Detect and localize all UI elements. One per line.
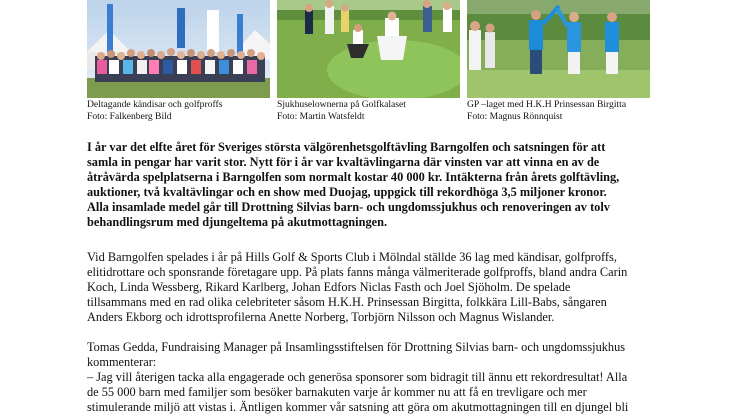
text-line: I år var det elfte året för Sveriges största välgörenhetsgolftävling Barngolfen och satsningen för att xyxy=(87,140,606,154)
photo-hospital-clowns xyxy=(277,0,460,98)
caption-title: GP –laget med H.K.H Prinsessan Birgitta xyxy=(467,99,627,110)
lead-paragraph xyxy=(87,140,667,231)
photo-caption xyxy=(467,99,626,123)
text-line: tillsammans med en rad olika celebriteter såsom H.K.H. Prinsessan Birgitta, folkkära Lill-Babs, sångaren xyxy=(87,295,607,310)
caption-credit: Foto: Magnus Rönnquist xyxy=(467,111,563,122)
photo-caption xyxy=(277,99,406,123)
text-line: samla in pengar har varit stor. Nytt för i år var kvaltävlingarna där vinsten var att vinna en av de xyxy=(87,155,600,170)
text-line: Tomas Gedda, Fundraising Manager på Insamlingsstiftelsen för Drottning Silvias barn- och ungdomssjukhus xyxy=(87,340,626,354)
text-line: behandlingsrum med djungeltema på akutmottagningen. xyxy=(87,215,388,230)
text-line: Koch, Linda Wessberg, Rikard Karlberg, Johan Edfors Niclas Fasth och Joel Sjöholm. De spelade xyxy=(87,280,571,295)
text-line: Alla insamlade medel går till Drottning Silvias barn- och ungdomssjukhus och renoveringen av tolv xyxy=(87,200,610,215)
photo-caption xyxy=(87,99,222,123)
text-line: Vid Barngolfen spelades i år på Hills Golf & Sports Club i Mölndal ställde 36 lag med kändisar, golfproffs, xyxy=(87,250,617,264)
photo-participants xyxy=(87,0,270,98)
body-paragraph xyxy=(87,250,667,325)
text-line: stimulerande miljö att vistas i. Äntligen kommer vår satsning att göra om akutmottagningen till en djungel bli xyxy=(87,400,629,415)
text-line: kommenterar: xyxy=(87,355,157,370)
caption-credit: Foto: Martin Watsfeldt xyxy=(277,111,365,122)
text-line: de 55 000 barn med familjer som besöker barnakuten varje år kommer nu att få en trevligare och mer xyxy=(87,385,587,400)
photo-gp-team xyxy=(467,0,650,98)
text-line: auktioner, två kvaltävlingar och en show med Duojag, uppgick till rekordhöga 3,5 miljoner kronor. xyxy=(87,185,607,200)
text-line: Anders Ekborg och idrottsprofilerna Anette Norberg, Torbjörn Nilsson och Magnus Wislander. xyxy=(87,310,555,325)
caption-title: Deltagande kändisar och golfproffs xyxy=(87,99,223,110)
text-line: åtråvärda spelplatserna i Barngolfen som normalt kostar 40 000 kr. Intäkterna från årets golftävling, xyxy=(87,170,620,185)
caption-title: Sjukhuselownerna på Golfkalaset xyxy=(277,99,406,110)
caption-credit: Foto: Falkenberg Bild xyxy=(87,111,172,122)
text-line: elitidrottare och sponsrande företagare upp. På plats fanns många välmeriterade golfproffs, bland andra Carin xyxy=(87,265,628,280)
text-line: – Jag vill återigen tacka alla engagerade och generösa sponsorer som bidragit till ännu ett rekordresultat! Alla xyxy=(87,370,628,385)
body-paragraph xyxy=(87,340,667,415)
